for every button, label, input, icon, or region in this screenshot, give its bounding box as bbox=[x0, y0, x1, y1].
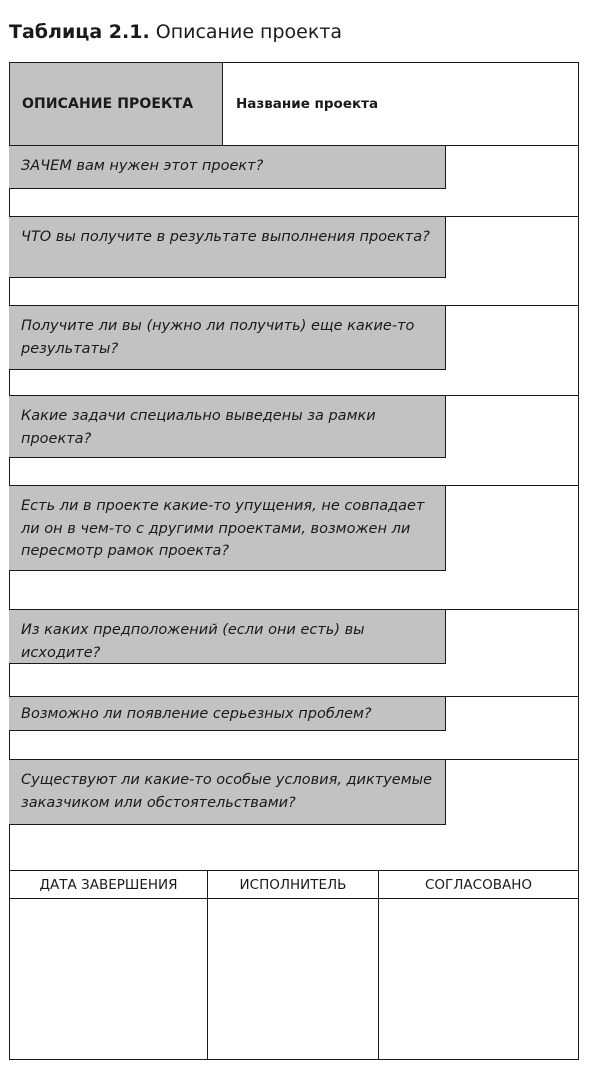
column-approved: СОГЛАСОВАНО bbox=[425, 877, 532, 893]
question-omissions: Есть ли в проекте какие-то упущения, не совпадает ли он в чем-то с другими проектами, возможен ли пересмотр рамок проекта? bbox=[9, 485, 446, 571]
question-what: ЧТО вы получите в результате выполнения проекта? bbox=[9, 216, 446, 278]
question-other-results: Получите ли вы (нужно ли получить) еще какие-то результаты? bbox=[9, 305, 446, 370]
header-label: ОПИСАНИЕ ПРОЕКТА bbox=[10, 63, 223, 145]
caption-number: Таблица 2.1. bbox=[9, 21, 150, 43]
question-assumptions: Из каких предположений (если они есть) вы исходите? bbox=[9, 609, 446, 664]
question-problems: Возможно ли появление серьезных проблем? bbox=[9, 696, 446, 731]
column-executor: ИСПОЛНИТЕЛЬ bbox=[239, 877, 347, 893]
question-special-conditions: Существуют ли какие-то особые условия, диктуемые заказчиком или обстоятельствами? bbox=[9, 759, 446, 825]
table-caption bbox=[9, 20, 342, 44]
project-name-field: Название проекта bbox=[236, 96, 379, 112]
caption-title: Описание проекта bbox=[155, 21, 343, 43]
question-why: ЗАЧЕМ вам нужен этот проект? bbox=[9, 145, 446, 189]
question-out-of-scope: Какие задачи специально выведены за рамки проекта? bbox=[9, 395, 446, 458]
column-completion-date: ДАТА ЗАВЕРШЕНИЯ bbox=[39, 877, 178, 893]
